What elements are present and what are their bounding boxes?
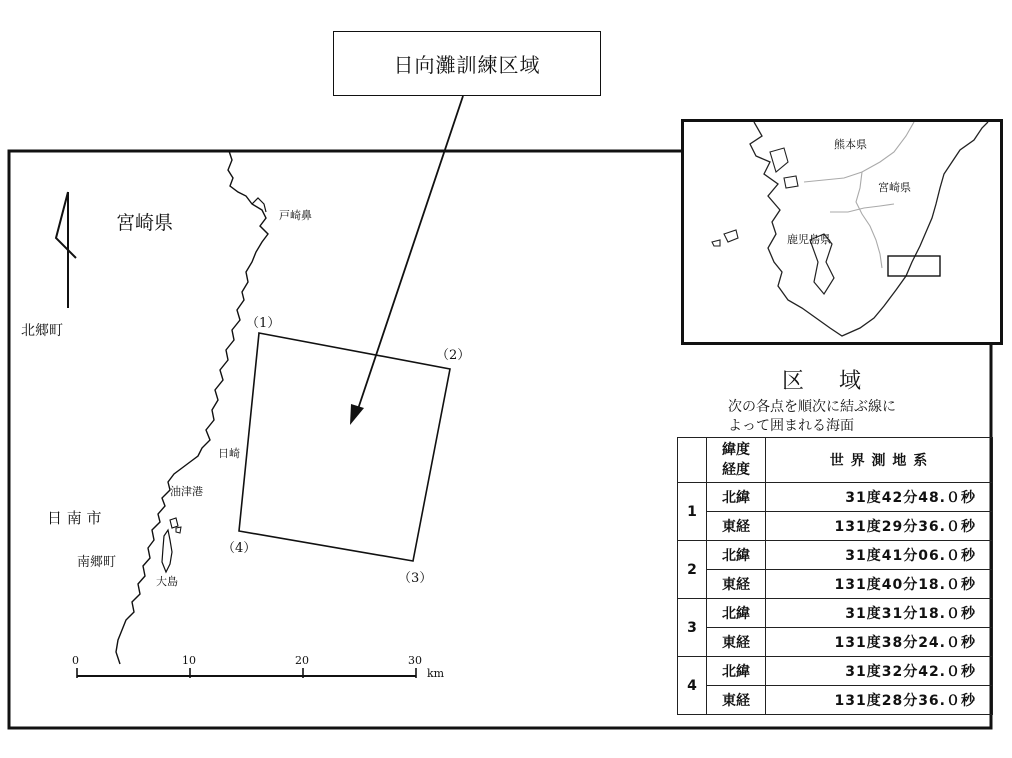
north-arrow-head: [56, 192, 76, 258]
label-point-1: （1）: [246, 316, 281, 331]
table-header-kind-1: 緯度: [722, 442, 750, 458]
coordinate-table: [677, 437, 993, 715]
scale-label-0: 0: [72, 654, 79, 667]
inset-label-miyazaki: 宮崎県: [878, 181, 911, 194]
label-oshima: 大島: [156, 575, 178, 588]
lon-value-1: 131度29分36.０秒: [766, 512, 993, 541]
map-title: 日向灘訓練区域: [333, 31, 601, 96]
region-desc-line-1: 次の各点を順次に結ぶ線に: [728, 399, 896, 415]
inset-border-2: [830, 204, 894, 212]
table-row: [678, 599, 993, 628]
lat-value-4: 31度32分42.０秒: [766, 657, 993, 686]
inset-label-kumamoto: 熊本県: [834, 138, 867, 151]
lat-value-2: 31度41分06.０秒: [766, 541, 993, 570]
table-row: [678, 483, 993, 512]
table-row: [678, 657, 993, 686]
point-no-2: 2: [678, 541, 707, 599]
label-point-4: （4）: [222, 541, 257, 556]
lon-label-3: 東経: [707, 628, 766, 657]
scale-label-20: 20: [295, 654, 309, 667]
inset-border-1: [804, 122, 914, 182]
scale-label-10: 10: [182, 654, 196, 667]
inset-map-drawing: [684, 122, 1000, 342]
island-small-1: [170, 518, 178, 528]
label-prefecture: 宮崎県: [116, 212, 174, 234]
lat-value-3: 31度31分18.０秒: [766, 599, 993, 628]
lon-label-1: 東経: [707, 512, 766, 541]
leader-arrow-head: [350, 404, 364, 425]
region-title: 区 域: [782, 369, 875, 394]
lon-value-2: 131度40分18.０秒: [766, 570, 993, 599]
region-description: [728, 398, 896, 436]
inset-islands: [712, 148, 798, 246]
lon-value-3: 131度38分24.０秒: [766, 628, 993, 657]
label-tozaki: 戸崎鼻: [279, 209, 312, 222]
lon-label-2: 東経: [707, 570, 766, 599]
table-header-kind: [707, 438, 766, 483]
label-kitago: 北郷町: [21, 323, 63, 339]
table-header-no: [678, 438, 707, 483]
table-row: [678, 628, 993, 657]
label-aburatsu: 油津港: [170, 485, 203, 498]
scale-label-30: 30: [408, 654, 422, 667]
table-row: [678, 686, 993, 715]
leader-arrow-line: [357, 96, 463, 412]
table-row: [678, 512, 993, 541]
training-area-polygon: [239, 333, 450, 561]
table-header-row: [678, 438, 993, 483]
table-row: [678, 541, 993, 570]
point-no-3: 3: [678, 599, 707, 657]
inset-map: [681, 119, 1003, 345]
lat-label-2: 北緯: [707, 541, 766, 570]
scale-unit: km: [427, 667, 445, 680]
label-hisaki: 日崎: [218, 447, 240, 460]
table-header-system: 世 界 測 地 系: [766, 438, 993, 483]
point-no-4: 4: [678, 657, 707, 715]
lon-label-4: 東経: [707, 686, 766, 715]
lat-label-1: 北緯: [707, 483, 766, 512]
lon-value-4: 131度28分36.０秒: [766, 686, 993, 715]
label-nango: 南郷町: [77, 555, 117, 570]
island-oshima: [162, 530, 172, 572]
label-point-3: （3）: [398, 571, 433, 586]
inset-label-kagoshima: 鹿児島県: [787, 233, 831, 246]
point-no-1: 1: [678, 483, 707, 541]
island-small-2: [176, 527, 181, 533]
lat-label-3: 北緯: [707, 599, 766, 628]
label-point-2: （2）: [436, 348, 471, 363]
lat-label-4: 北緯: [707, 657, 766, 686]
table-row: [678, 570, 993, 599]
region-desc-line-2: よって囲まれる海面: [728, 418, 854, 434]
table-header-kind-2: 経度: [722, 462, 750, 478]
lat-value-1: 31度42分48.０秒: [766, 483, 993, 512]
label-nichinan: 日 南 市: [47, 509, 102, 527]
